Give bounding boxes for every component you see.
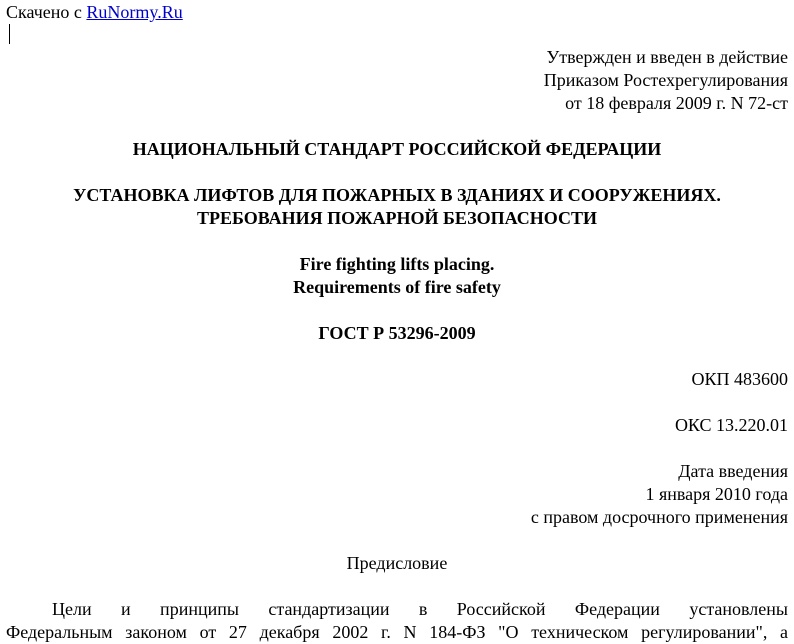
oks-code: ОКС 13.220.01 bbox=[674, 415, 788, 435]
okp-code: ОКП 483600 bbox=[691, 369, 788, 389]
preface-heading: Предисловие bbox=[346, 553, 448, 573]
title-en-line-1: Fire fighting lifts placing. bbox=[299, 254, 495, 274]
preface-paragraph-line-2: Федеральным законом от 27 декабря 2002 г. N 184-ФЗ "О техническом регулировании", а bbox=[6, 622, 788, 642]
download-banner bbox=[6, 1, 183, 24]
gost-number: ГОСТ Р 53296-2009 bbox=[318, 323, 476, 343]
approval-line-1: Утвержден и введен в действие bbox=[546, 47, 788, 67]
approval-line-2: Приказом Ростехрегулирования bbox=[543, 70, 788, 90]
title-ru-line-2: ТРЕБОВАНИЯ ПОЖАРНОЙ БЕЗОПАСНОСТИ bbox=[197, 208, 597, 228]
introduction-date-label: Дата введения bbox=[678, 461, 788, 481]
preface-paragraph-line-1: Цели и принципы стандартизации в Российской Федерации установлены bbox=[52, 599, 788, 619]
introduction-date-value: 1 января 2010 года bbox=[645, 484, 788, 504]
title-en-line-2: Requirements of fire safety bbox=[293, 277, 501, 297]
download-banner-prefix: Скачено с bbox=[6, 2, 87, 22]
title-ru-line-1: УСТАНОВКА ЛИФТОВ ДЛЯ ПОЖАРНЫХ В ЗДАНИЯХ И СООРУЖЕНИЯХ. bbox=[73, 185, 721, 205]
standard-type-heading: НАЦИОНАЛЬНЫЙ СТАНДАРТ РОССИЙСКОЙ ФЕДЕРАЦИИ bbox=[132, 139, 662, 159]
approval-line-3: от 18 февраля 2009 г. N 72-ст bbox=[565, 93, 788, 113]
source-site-link[interactable]: RuNormy.Ru bbox=[86, 2, 183, 22]
introduction-date-note: с правом досрочного применения bbox=[530, 507, 788, 527]
text-cursor bbox=[9, 24, 10, 44]
